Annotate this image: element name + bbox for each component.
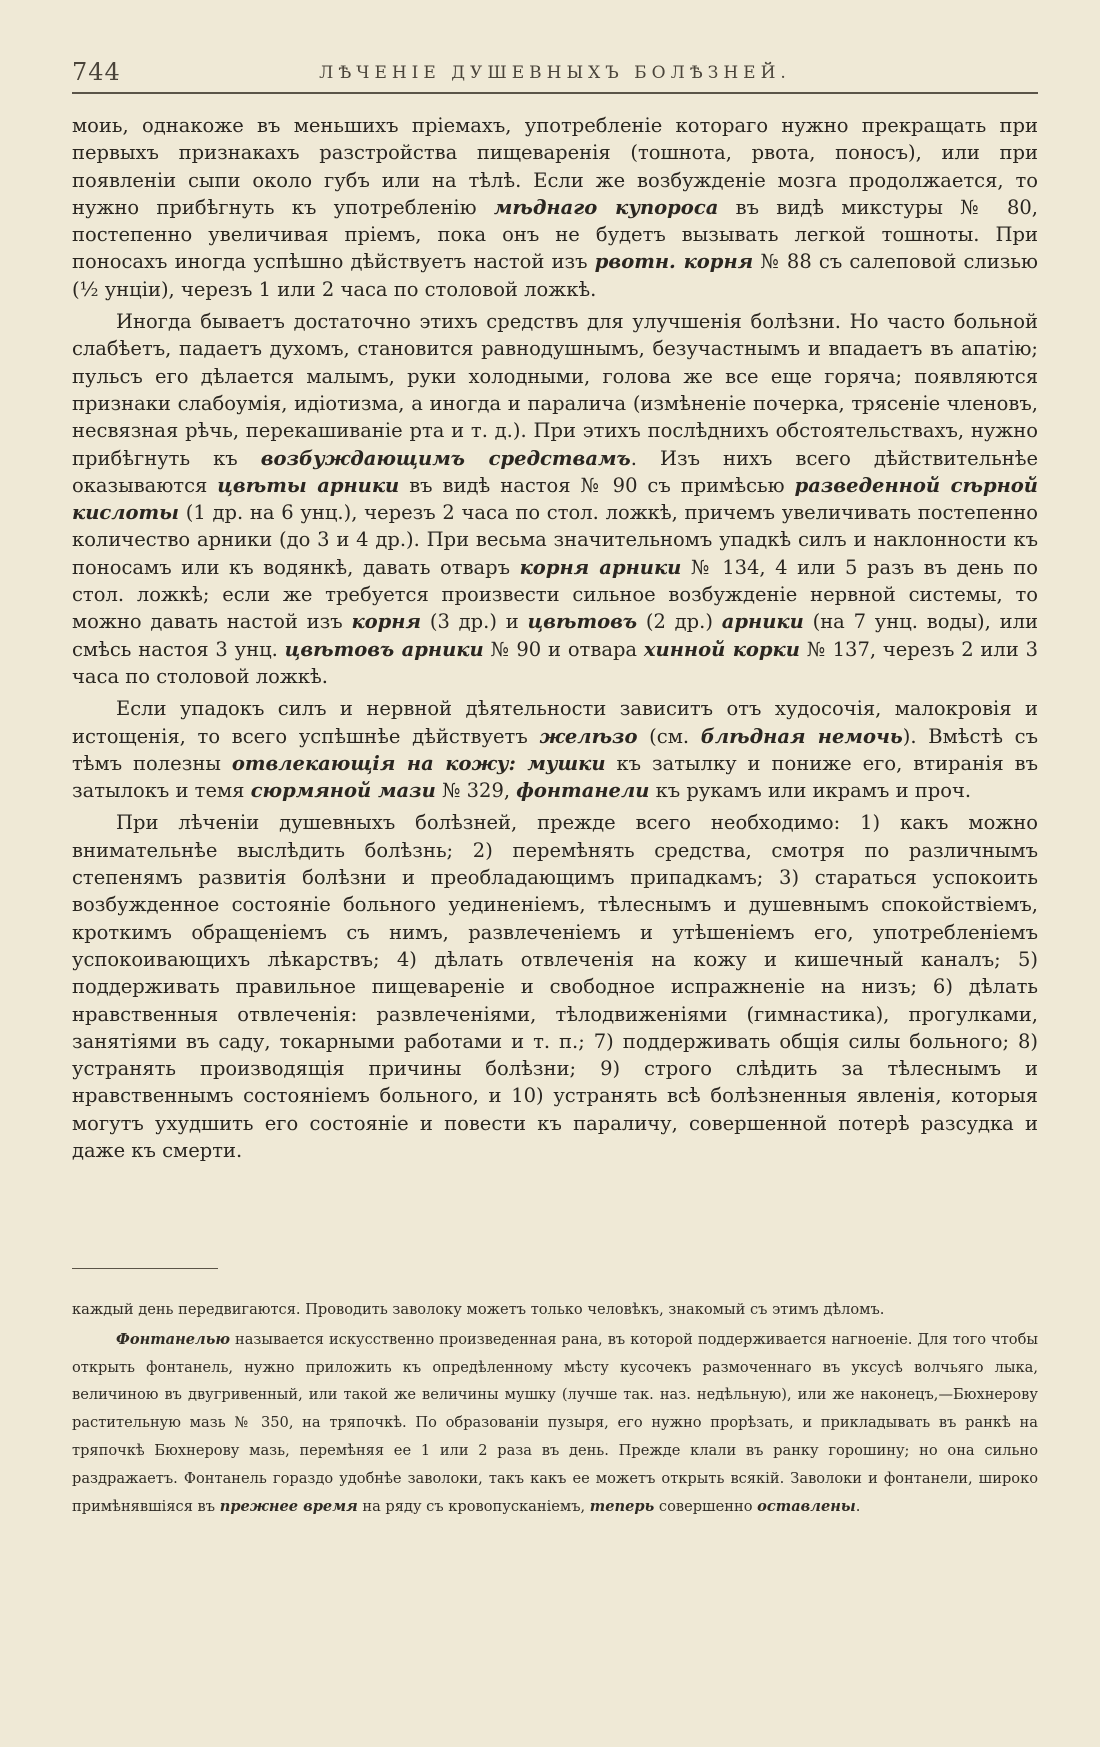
emphasis: рвотн. корня: [594, 250, 754, 274]
footnote-fontanel: [72, 1326, 1038, 1521]
emphasis: возбуждающимъ средствамъ: [260, 446, 631, 470]
text-run: (см.: [637, 724, 701, 748]
text-run: (3 др.) и: [421, 610, 528, 634]
page-header: [72, 58, 1038, 88]
emphasis: цвѣты арники: [217, 473, 400, 497]
text-run: № 134, 4 или 5 разъ въ день по стол. ложкѣ; если же требуется произвести сильное возбужденіе нервной системы, то можно давать настой изъ: [72, 555, 1038, 634]
page-number: 744: [72, 58, 121, 86]
text-run: № 329,: [435, 779, 517, 803]
emphasis: мѣднаго купороса: [493, 195, 719, 219]
paragraph-4: При лѣченіи душевныхъ болѣзней, прежде всего необходимо: 1) какъ можно внимательнѣе выслѣдить болѣзнь; 2) перемѣнять средства, смотря по различнымъ степенямъ развитія болѣзни и преобладающимъ припадкамъ; 3) стараться успокоить возбужденное состояніе больного уединеніемъ, тѣлеснымъ и душевнымъ спокойствіемъ, кроткимъ обращеніемъ съ нимъ, развлеченіемъ и утѣшеніемъ его, употребленіемъ успокоивающихъ лѣкарствъ; 4) дѣлать отвлеченія на кожу и кишечный каналъ; 5) поддерживать правильное пищевареніе и свободное испражненіе на низъ; 6) дѣлать нравственныя отвлеченія: развлеченіями, тѣлодвиженіями (гимнастика), прогулками, занятіями въ саду, токарными работами и т. п.; 7) поддерживать общія силы больного; 8) устранять производящія причины болѣзни; 9) строго слѣдить за тѣлеснымъ и нравственнымъ состояніемъ больного, и 10) устранять всѣ болѣзненныя явленія, которыя могутъ ухудшить его состояніе и повести къ параличу, совершенной потерѣ разсудка и даже къ смерти.: [72, 811, 1038, 1162]
paragraph-2: [72, 308, 1038, 690]
emphasis: фонтанели: [516, 779, 650, 803]
emphasis: цвѣтовъ арники: [284, 637, 484, 661]
running-title: ЛѢЧЕНІЕ ДУШЕВНЫХЪ БОЛѢЗНЕЙ.: [319, 63, 791, 83]
emphasis: теперь: [589, 1497, 655, 1515]
text-run: совершенно: [654, 1497, 758, 1515]
text-run: въ видѣ микстуры № 80, постепенно увеличивая пріемъ, пока онъ не будетъ вызывать легкой тошноты. При поносахъ иногда успѣшно дѣйствуетъ настой изъ: [72, 195, 1038, 274]
emphasis: цвѣтовъ: [527, 610, 638, 634]
text-run: Если упадокъ силъ и нервной дѣятельности зависитъ отъ худосочія, малокровія и истощенія, то всего успѣшнѣе дѣйствуетъ: [72, 697, 1038, 748]
text-run: . Изъ нихъ всего дѣйствительнѣе оказываются: [72, 446, 1038, 497]
text-run: (1 др. на 6 унц.), черезъ 2 часа по стол. ложкѣ, причемъ увеличивать постепенно количество арники (до 3 и 4 др.). При весьма значительномъ упадкѣ силъ и наклонности къ поносамъ или къ водянкѣ, давать отваръ: [72, 501, 1038, 579]
text-run: называется искусственно произведенная рана, въ которой поддерживается нагноеніе. Для того чтобы открыть фонтанель, нужно приложить къ опредѣленному мѣсту кусочекъ размоченнаго въ уксусѣ волчьяго лыка, величиною въ двугривенный, или такой же величины мушку (лучше так. наз. недѣльную), или же наконецъ,—Бюхнерову растительную мазь № 350, на тряпочкѣ. По образованіи пузыря, его нужно прорѣзать, и прикладывать въ ранкѣ на тряпочкѣ Бюхнерову мазь, перемѣняя ее 1 или 2 раза въ день. Прежде клали въ ранку горошину; но она сильно раздражаетъ. Фонтанель гораздо удобнѣе заволоки, такъ какъ ее можетъ открыть всякій. Заволоки и фонтанели, широко примѣнявшіяся въ: [72, 1330, 1038, 1515]
text-run: на ряду съ кровопусканіемъ,: [357, 1497, 590, 1515]
emphasis: блѣдная немочь: [700, 724, 903, 748]
text-run: № 137, черезъ 2 или 3 часа по столовой ложкѣ.: [72, 637, 1039, 688]
footnote-continuation: каждый день передвигаются. Проводить заволоку можетъ только человѣкъ, знакомый съ этимъ дѣломъ.: [72, 1301, 885, 1318]
text-run: .: [855, 1497, 861, 1515]
text-run: къ затылку и пониже его, втиранія въ затылокъ и темя: [72, 751, 1039, 803]
emphasis: отвлекающія на кожу: мушки: [231, 751, 606, 775]
text-run: Иногда бываетъ достаточно этихъ средствъ для улучшенія болѣзни. Но часто больной слабѣетъ, падаетъ духомъ, становится равнодушнымъ, безучастнымъ и впадаетъ въ апатію; пульсъ его дѣлается малымъ, руки холодными, голова же все еще горяча; появляются признаки слабоумія, идіотизма, а иногда и паралича (измѣненіе почерка, трясеніе членовъ, несвязная рѣчь, перекашиваніе рта и т. д.). При этихъ послѣднихъ обстоятельствахъ, нужно прибѣгнуть къ: [72, 310, 1038, 470]
text-run: въ видѣ настоя № 90 съ примѣсью: [399, 473, 795, 497]
text-run: № 90 и отвара: [483, 637, 644, 661]
paragraph-3: [72, 695, 1038, 804]
text-run: (2 др.): [637, 610, 722, 634]
header-rule: [72, 92, 1038, 94]
emphasis: корня: [351, 610, 422, 634]
emphasis: оставлены: [757, 1497, 856, 1515]
text-run: моиь, однакоже въ меньшихъ пріемахъ, употребленіе котораго нужно прекращать при первыхъ признакахъ разстройства пищеваренія (тошнота, рвота, поносъ), или при появленіи сыпи около губъ или на тѣлѣ. Если же возбужденіе мозга продолжается, то нужно прибѣгнуть къ употребленію: [72, 114, 1038, 219]
text-run: къ рукамъ или икрамъ и проч.: [649, 779, 972, 803]
text-run: ). Вмѣстѣ съ тѣмъ полезны: [72, 724, 1038, 775]
paragraph-1: [72, 112, 1038, 303]
emphasis: Фонтанелью: [116, 1330, 230, 1348]
text-run: № 88 съ салеповой слизью (½ унціи), черезъ 1 или 2 часа по столовой ложкѣ.: [72, 250, 1039, 301]
footnotes: [72, 1296, 1038, 1520]
main-text: [72, 112, 1038, 1164]
footnote-rule: [72, 1268, 218, 1269]
emphasis: хинной корки: [643, 637, 800, 661]
emphasis: разведенной сѣрной кислоты: [72, 473, 1038, 525]
text-run: (на 7 унц. воды), или смѣсь настоя 3 унц.: [72, 610, 1038, 661]
emphasis: прежнее время: [219, 1497, 358, 1515]
emphasis: сюрмяной мази: [250, 779, 436, 803]
emphasis: корня арники: [519, 555, 682, 579]
emphasis: арники: [721, 610, 804, 634]
emphasis: желѣзо: [539, 724, 638, 748]
